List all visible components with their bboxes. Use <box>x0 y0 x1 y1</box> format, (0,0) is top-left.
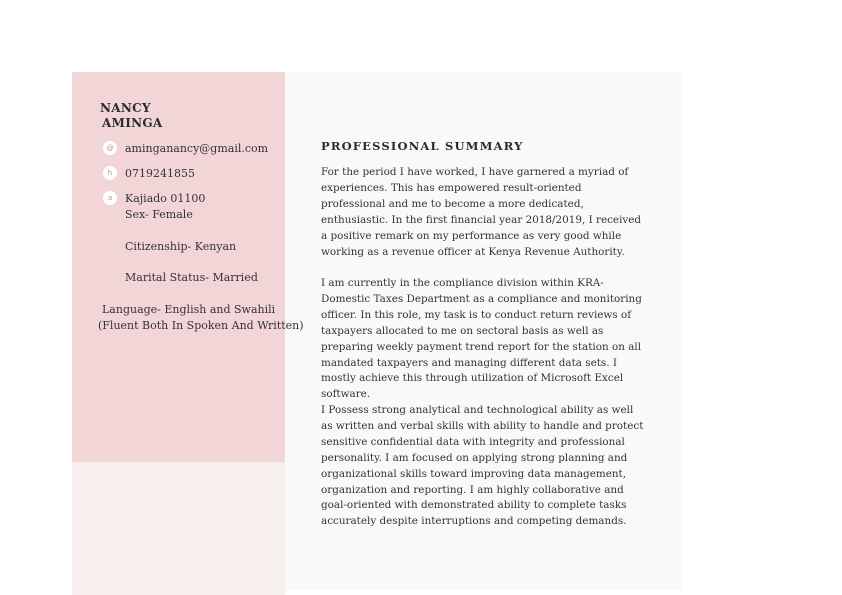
first-name: NANCY <box>100 101 151 115</box>
citizenship-detail: Citizenship- Kenyan <box>125 240 237 253</box>
sidebar-background <box>72 72 285 462</box>
email-row <box>103 140 268 156</box>
email-icon: @ <box>103 141 117 155</box>
phone-icon: h <box>103 166 117 180</box>
summary-paragraph-2: I am currently in the compliance division within KRA- Domestic Taxes Department as a compliance and monitoring officer. In this role, my task is to conduct return reviews of taxpayers allocated to me on sectoral basis as well as preparing weekly payment trend report for the station on all mandated taxpayers and managing different data sets. I mostly achieve this through utilization of Microsoft Excel software. <box>321 277 642 401</box>
phone-row <box>103 165 195 181</box>
address-text: Kajiado 01100 <box>125 191 206 205</box>
address-row <box>103 190 205 206</box>
sidebar-lower-background <box>72 462 285 595</box>
language-note: (Fluent Both In Spoken And Written) <box>98 319 304 332</box>
marital-status-detail: Marital Status- Married <box>125 271 258 284</box>
last-name: AMINGA <box>102 116 163 130</box>
sex-detail: Sex- Female <box>125 208 193 221</box>
phone-text: 0719241855 <box>125 166 195 180</box>
location-icon: a <box>103 191 117 205</box>
summary-paragraph-3: I Possess strong analytical and technological ability as well as written and verbal skills with ability to handle and protect sensitive confidential data with integrity and professional personality. I am focused on applying strong planning and organizational skills toward improving data management, organization and reporting. I am highly collaborative and goal-oriented with demonstrated ability to complete tasks accurately despite interruptions and competing demands. <box>321 404 644 528</box>
language-detail: Language- English and Swahili <box>102 303 276 316</box>
summary-paragraph-1: For the period I have worked, I have garnered a myriad of experiences. This has empowered result-oriented professional and me to become a more dedicated, enthusiastic. In the first financial year 2018/2019, I received a positive remark on my performance as very good while working as a revenue officer at Kenya Revenue Authority. <box>321 166 642 258</box>
email-text: aminganancy@gmail.com <box>125 141 269 155</box>
summary-heading: PROFESSIONAL SUMMARY <box>321 139 524 153</box>
